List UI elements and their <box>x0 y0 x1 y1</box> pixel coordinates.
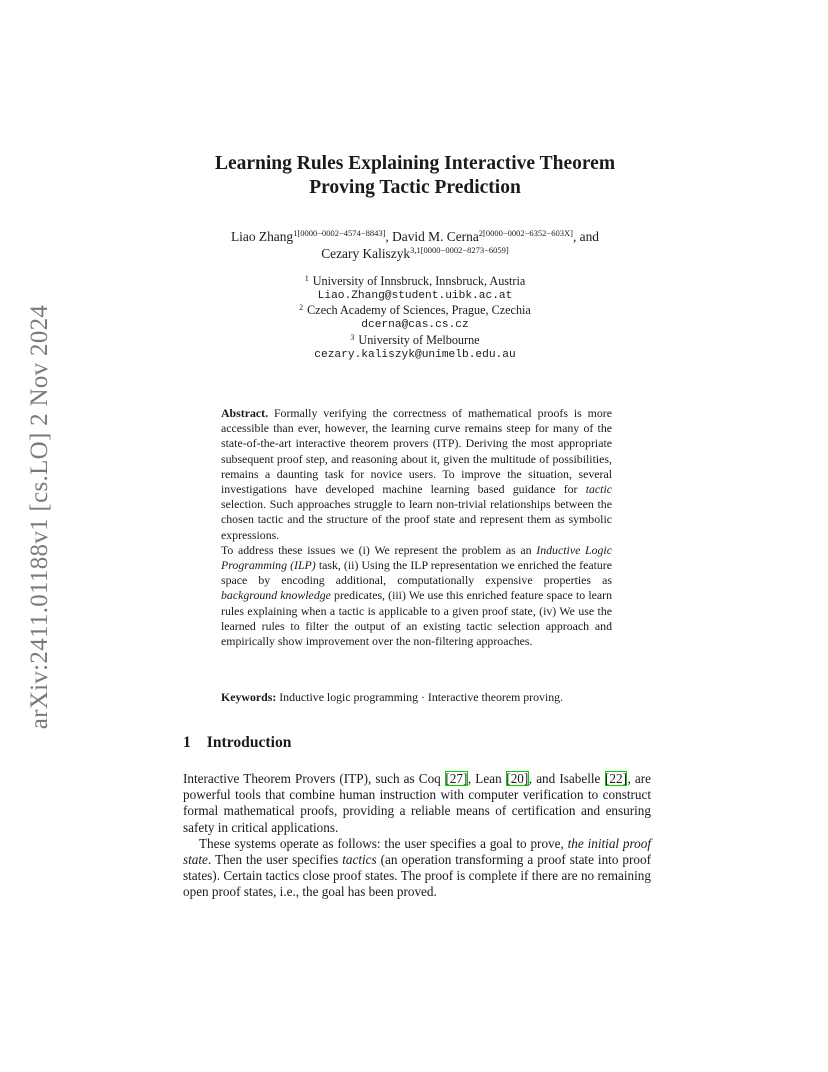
author-name: Liao Zhang <box>231 229 294 244</box>
abstract <box>221 406 612 649</box>
keywords <box>221 690 616 705</box>
body-text: These systems operate as follows: the user specifies a goal to prove, <box>199 835 568 851</box>
author-name: Cezary Kaliszyk <box>321 246 411 261</box>
abstract-paragraph-1 <box>221 406 612 543</box>
abstract-emphasis: tactic <box>585 482 612 497</box>
abstract-paragraph-2 <box>221 543 612 649</box>
intro-paragraph-2 <box>183 836 651 901</box>
introduction-body <box>183 771 651 901</box>
author-orcid: 2[0000−0002−6352−603X] <box>478 228 573 238</box>
arxiv-sidebar-stamp <box>20 287 60 747</box>
body-text: Interactive Theorem Provers (ITP), such as Coq <box>183 771 445 786</box>
abstract-emphasis: Inductive Logic Programming (ILP) <box>221 542 612 573</box>
author-separator: , <box>385 229 393 244</box>
title-line-1: Learning Rules Explaining Interactive Theorem <box>214 153 616 174</box>
author-orcid: 1[0000−0002−4574−8843] <box>293 228 386 238</box>
abstract-text: task, (ii) Using the ILP representation we enriched the feature space by encoding additional, computationally expensive properties as <box>221 558 613 588</box>
affiliation-name: University of Innsbruck, Innsbruck, Austria <box>312 274 526 288</box>
body-text: . Then the user specifies <box>207 852 343 868</box>
author-orcid: 3,1[0000−0002−8273−6059] <box>410 245 509 255</box>
section-heading <box>183 734 291 752</box>
body-text: , Lean <box>467 771 506 786</box>
keywords-text: Inductive logic programming · Interactive theorem proving. <box>276 690 564 704</box>
body-emphasis: tactics <box>342 852 377 868</box>
body-emphasis: the initial proof state <box>183 835 651 868</box>
affiliation-number: 1 <box>304 274 309 283</box>
affiliation <box>200 333 630 348</box>
section-title: Introduction <box>206 734 292 751</box>
section-number: 1 <box>183 734 191 751</box>
citation-link[interactable]: [22] <box>605 771 627 786</box>
affiliation-email: cezary.kaliszyk@unimelb.edu.au <box>314 348 516 361</box>
affiliation-email: dcerna@cas.cs.cz <box>361 319 469 332</box>
abstract-text: selection. Such approaches struggle to learn non-trivial relationships between the chosen tactic and the structure of the proof state and represent them as symbolic expressions. <box>221 497 612 542</box>
affiliation-number: 3 <box>350 332 355 342</box>
author-name: David M. Cerna <box>392 229 479 244</box>
affiliation-name: Czech Academy of Sciences, Prague, Czechia <box>307 303 531 318</box>
title-line-2: Proving Tactic Prediction <box>309 177 521 198</box>
affiliation <box>200 303 630 318</box>
keywords-label: Keywords: <box>221 690 277 704</box>
affiliation-name: University of Melbourne <box>358 332 480 347</box>
abstract-text: Formally verifying the correctness of mathematical proofs is more accessible than ever, however, the learning curve remains steep for many of the state-of-the-art interactive theorem provers (ITP). Deriving the most appropriate subsequent proof step, and reasoning about it, given the multitude of possibilities, remains a daunting task for novice users. To improve the situation, several investigations have developed machine learning based guidance for <box>221 406 612 497</box>
arxiv-identifier: arXiv:2411.01188v1 [cs.LO] 2 Nov 2024 <box>26 304 53 730</box>
body-text: , and Isabelle <box>528 771 605 786</box>
body-text: (an operation transforming a proof state into proof states). Certain tactics close proof states. The proof is complete if there are no remaining open proof states, i.e., the goal has been proved. <box>183 852 651 900</box>
author-separator: , and <box>572 229 599 244</box>
author-list <box>170 228 660 262</box>
abstract-label: Abstract. <box>221 406 269 420</box>
body-text: , are powerful tools that combine human instruction with computer verification to construct formal mathematical proofs, providing a reliable means of certification and ensuring safety in critical applications. <box>183 771 652 835</box>
intro-paragraph-1 <box>183 771 651 836</box>
paper-title <box>150 152 680 200</box>
citation-link[interactable]: [27] <box>445 771 468 786</box>
abstract-emphasis: background knowledge <box>221 588 331 603</box>
abstract-text: To address these issues we (i) We represent the problem as an <box>221 542 537 557</box>
affiliation <box>200 274 630 289</box>
affiliation-number: 2 <box>299 303 304 313</box>
abstract-text: predicates, (iii) We use this enriched feature space to learn rules explaining when a tactic is applicable to a given proof state, (iv) We use the learned rules to filter the output of an existing tactic selection approach and empirically show improvement over the non-filtering approaches. <box>221 588 612 649</box>
citation-link[interactable]: [20] <box>506 771 529 786</box>
affiliation-email: Liao.Zhang@student.uibk.ac.at <box>317 289 513 302</box>
affiliations <box>200 274 630 362</box>
